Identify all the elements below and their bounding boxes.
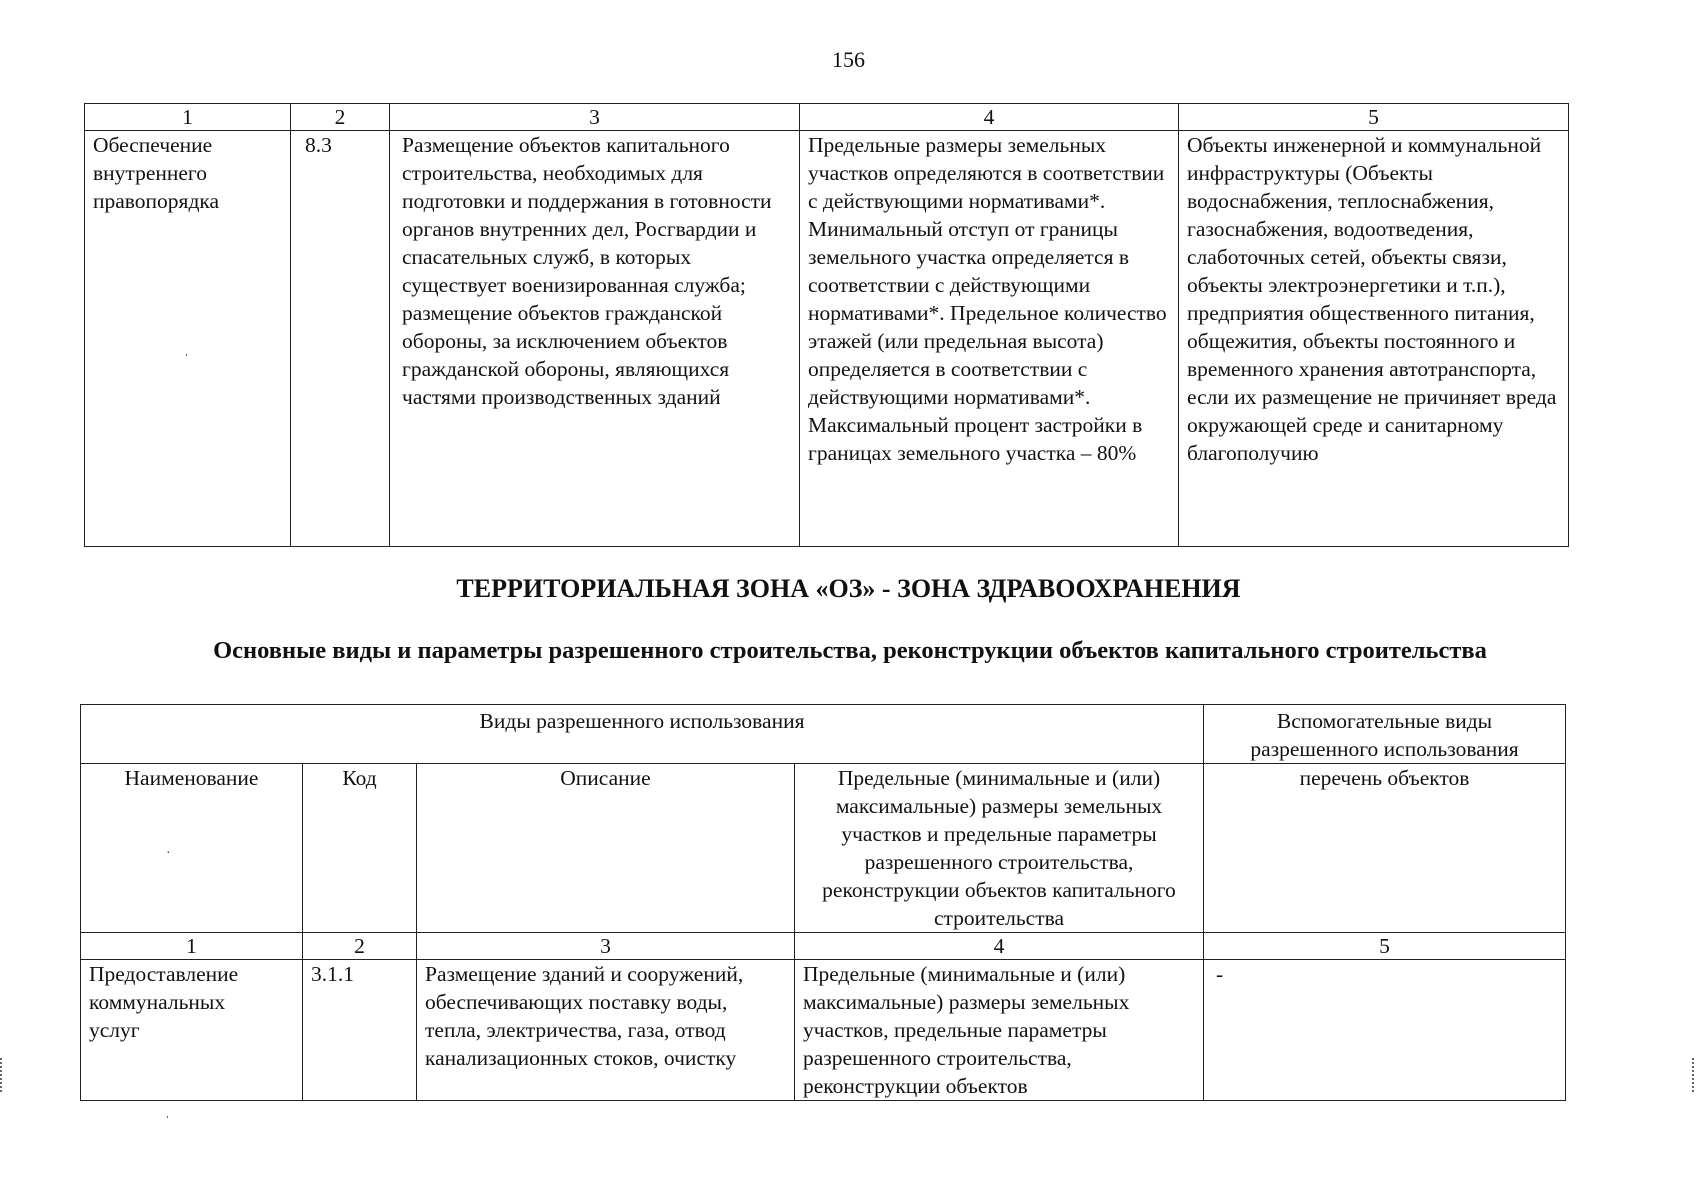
table-row (81, 960, 1566, 1101)
col-num-2: 2 (303, 933, 417, 960)
col-num-1: 1 (81, 933, 303, 960)
row-auxiliary: Объекты инженерной и коммунальной инфраструктуры (Объекты водоснабжения, теплоснабжения, газоснабжения, водоотведения, слаботочных сетей, объекты связи, объекты электроэнергетики и т.п.), предприятия общественного питания, общежития, объекты постоянного и временного хранения автотранспорта, если их размещение не причиняет вреда окружающей среде и санитарному благополучию (1179, 131, 1569, 547)
row-code: 3.1.1 (303, 960, 417, 1101)
row-name: Обеспечение внутреннего правопорядка (85, 131, 291, 547)
group-header-row (81, 705, 1566, 764)
col-num-1: 1 (85, 104, 291, 131)
row-description: Размещение объектов капитального строительства, необходимых для подготовки и поддержания в готовности органов внутренних дел, Росгвардии и спасательных служб, в которых существует военизированная служба; размещение объектов гражданской обороны, за исключением объектов гражданской обороны, являющихся частями производственных зданий (390, 131, 800, 547)
header-name: Наименование (81, 764, 303, 933)
table-oz-zone (80, 704, 1566, 1101)
scan-speck: ˌ (165, 1104, 170, 1119)
column-number-row (85, 104, 1569, 131)
col-num-5: 5 (1204, 933, 1566, 960)
header-description: Описание (417, 764, 795, 933)
row-parameters: Предельные размеры земельных участков определяются в соответствии с действующими нормативами*. Минимальный отступ от границы земельного участка определяется в соответствии с действующими нормативами*. Предельное количество этажей (или предельная высота) определяется в соответствии с действующими нормативами*. Максимальный процент застройки в границах земельного участка – 80% (800, 131, 1179, 547)
row-description: Размещение зданий и сооружений, обеспечивающих поставку воды, тепла, электричества, газа, отвод канализационных стоков, очистку (417, 960, 795, 1101)
page-number: 156 (832, 47, 865, 72)
row-name: Предоставление коммунальных услуг (81, 960, 303, 1101)
col-num-3: 3 (417, 933, 795, 960)
group-header: Виды разрешенного использования (81, 705, 1204, 764)
scan-speck: ˌ (184, 342, 189, 357)
scan-speck: · (166, 846, 171, 861)
section-title: Основные виды и параметры разрешенного строительства, реконструкции объектов капитального строительства (213, 637, 1487, 664)
header-parameters: Предельные (минимальные и (или) максимальные) размеры земельных участков и предельные параметры разрешенного строительства, реконструкции объектов капитального строительства (795, 764, 1204, 933)
header-aux-list: перечень объектов (1204, 764, 1566, 933)
col-num-2: 2 (291, 104, 390, 131)
aux-header: Вспомогательные виды разрешенного использования (1204, 705, 1566, 764)
scan-edge-mark (0, 1058, 4, 1092)
zone-title: ТЕРРИТОРИАЛЬНАЯ ЗОНА «ОЗ» - ЗОНА ЗДРАВООХРАНЕНИЯ (456, 574, 1241, 603)
row-code: 8.3 (291, 131, 390, 547)
col-num-3: 3 (390, 104, 800, 131)
row-auxiliary: - (1204, 960, 1566, 1101)
header-code: Код (303, 764, 417, 933)
col-num-5: 5 (1179, 104, 1569, 131)
row-parameters: Предельные (минимальные и (или) максимальные) размеры земельных участков, предельные параметры разрешенного строительства, реконструкции объектов (795, 960, 1204, 1101)
scan-edge-mark (1692, 1058, 1696, 1092)
column-header-row (81, 764, 1566, 933)
col-num-4: 4 (795, 933, 1204, 960)
table-continuation (84, 103, 1569, 547)
col-num-4: 4 (800, 104, 1179, 131)
table-row (85, 131, 1569, 547)
column-number-row (81, 933, 1566, 960)
